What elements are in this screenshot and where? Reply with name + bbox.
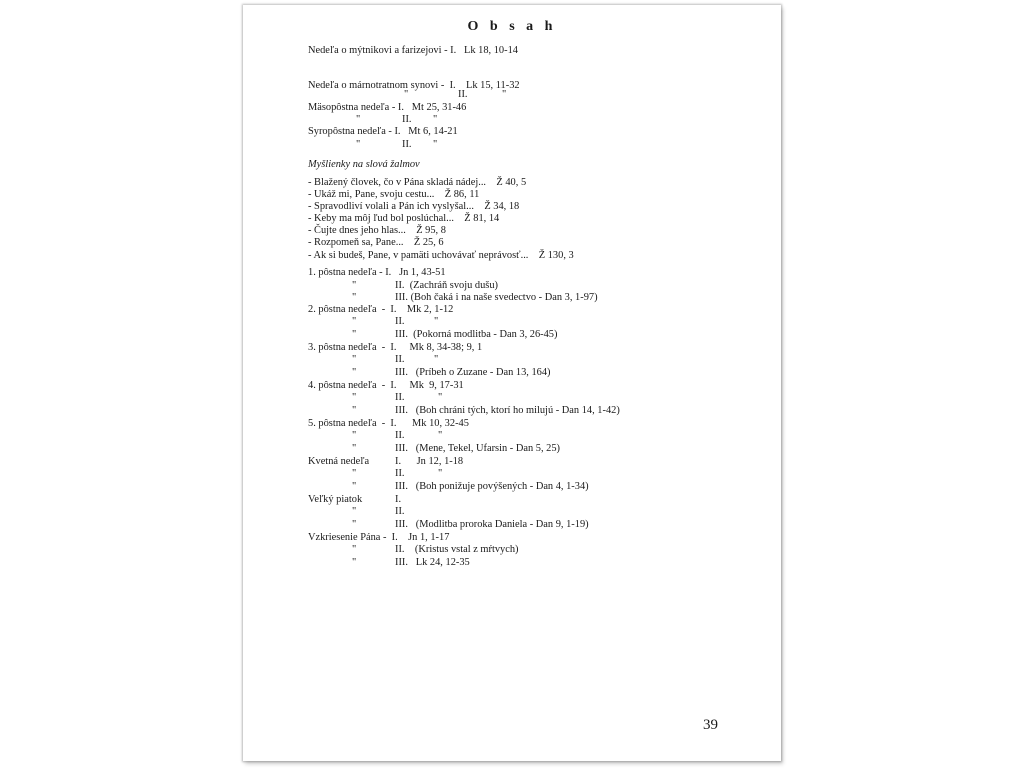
toc-text: II. (Zachráň svoju dušu) bbox=[395, 280, 499, 291]
toc-text: Mäsopôstna nedeľa - I. Mt 25, 31-46 bbox=[308, 102, 467, 113]
toc-text: " bbox=[404, 89, 409, 100]
toc-text: II. bbox=[395, 392, 405, 403]
toc-text: Veľký piatok bbox=[308, 494, 363, 505]
toc-text: III. Lk 24, 12-35 bbox=[395, 557, 470, 568]
toc-text: " bbox=[434, 316, 439, 327]
page-number: 39 bbox=[703, 717, 718, 733]
toc-text: " bbox=[352, 468, 357, 479]
toc-text: 5. pôstna nedeľa - I. Mk 10, 32-45 bbox=[308, 418, 469, 429]
toc-text: Nedeľa o márnotratnom synovi - I. Lk 15, 11-32 bbox=[308, 80, 520, 91]
toc-text: II. bbox=[395, 316, 405, 327]
toc-text: - Ukáž mi, Pane, svoju cestu... Ž 86, 11 bbox=[308, 189, 480, 200]
toc-text: " bbox=[438, 468, 443, 479]
toc-text: " bbox=[352, 367, 357, 378]
toc-text: " bbox=[502, 89, 507, 100]
toc-text: III. (Boh čaká i na naše svedectvo - Dan 3, 1-97) bbox=[395, 292, 598, 303]
toc-text: " bbox=[352, 557, 357, 568]
toc-text: Nedeľa o mýtnikovi a farizejovi - I. Lk 18, 10-14 bbox=[308, 45, 518, 56]
toc-text: II. bbox=[458, 89, 468, 100]
toc-text: I. bbox=[395, 494, 402, 505]
toc-text: - Čujte dnes jeho hlas... Ž 95, 8 bbox=[308, 225, 446, 236]
toc-text: 4. pôstna nedeľa - I. Mk 9, 17-31 bbox=[308, 380, 464, 391]
page-title: O b s a h bbox=[467, 19, 557, 34]
toc-text: II. bbox=[395, 430, 405, 441]
toc-text: " bbox=[352, 316, 357, 327]
toc-text: - Rozpomeň sa, Pane... Ž 25, 6 bbox=[308, 237, 444, 248]
toc-text: Kvetná nedeľa bbox=[308, 456, 370, 467]
document-page bbox=[243, 5, 781, 761]
toc-text: " bbox=[352, 280, 357, 291]
toc-text: III. (Mene, Tekel, Ufarsin - Dan 5, 25) bbox=[395, 443, 560, 454]
toc-text: Myšlienky na slová žalmov bbox=[308, 159, 420, 170]
toc-text: " bbox=[352, 544, 357, 555]
toc-text: " bbox=[352, 506, 357, 517]
toc-text: " bbox=[352, 292, 357, 303]
toc-text: Vzkriesenie Pána - I. Jn 1, 1-17 bbox=[308, 532, 450, 543]
toc-text: I. Jn 12, 1-18 bbox=[395, 456, 464, 467]
toc-text: - Ak si budeš, Pane, v pamäti uchovávať neprávosť... Ž 130, 3 bbox=[308, 250, 574, 261]
toc-text: III. (Pokorná modlitba - Dan 3, 26-45) bbox=[395, 329, 558, 340]
toc-text: Syropôstna nedeľa - I. Mt 6, 14-21 bbox=[308, 126, 458, 137]
toc-text: II. bbox=[402, 139, 412, 150]
toc-text: " bbox=[433, 139, 438, 150]
toc-text: - Keby ma môj ľud bol poslúchal... Ž 81, 14 bbox=[308, 213, 500, 224]
toc-text: " bbox=[352, 481, 357, 492]
toc-text: - Blažený človek, čo v Pána skladá nádej... Ž 40, 5 bbox=[308, 177, 527, 188]
toc-text: " bbox=[433, 114, 438, 125]
toc-text: " bbox=[434, 354, 439, 365]
toc-text: II. bbox=[395, 468, 405, 479]
toc-text: " bbox=[352, 443, 357, 454]
toc-text: 2. pôstna nedeľa - I. Mk 2, 1-12 bbox=[308, 304, 454, 315]
toc-text: II. (Kristus vstal z mŕtvych) bbox=[395, 544, 519, 555]
toc-text: II. bbox=[402, 114, 412, 125]
toc-text: II. bbox=[395, 354, 405, 365]
toc-text: " bbox=[352, 519, 357, 530]
toc-text: II. bbox=[395, 506, 405, 517]
toc-text: 3. pôstna nedeľa - I. Mk 8, 34-38; 9, 1 bbox=[308, 342, 483, 353]
toc-text: " bbox=[356, 114, 361, 125]
toc-text: 1. pôstna nedeľa - I. Jn 1, 43-51 bbox=[308, 267, 446, 278]
toc-text: " bbox=[352, 329, 357, 340]
toc-text: " bbox=[438, 430, 443, 441]
toc-text: " bbox=[356, 139, 361, 150]
toc-text: III. (Boh ponižuje povýšených - Dan 4, 1-34) bbox=[395, 481, 589, 492]
toc-text: III. (Príbeh o Zuzane - Dan 13, 164) bbox=[395, 367, 551, 378]
toc-text: " bbox=[352, 392, 357, 403]
toc-text: " bbox=[352, 430, 357, 441]
toc-text: " bbox=[352, 354, 357, 365]
toc-text: III. (Modlitba proroka Daniela - Dan 9, 1-19) bbox=[395, 519, 589, 530]
toc-text: - Spravodliví volali a Pán ich vyslyšal... Ž 34, 18 bbox=[308, 201, 520, 212]
toc-text: " bbox=[438, 392, 443, 403]
toc-text: III. (Boh chráni tých, ktorí ho milujú - Dan 14, 1-42) bbox=[395, 405, 620, 416]
toc-text: " bbox=[352, 405, 357, 416]
